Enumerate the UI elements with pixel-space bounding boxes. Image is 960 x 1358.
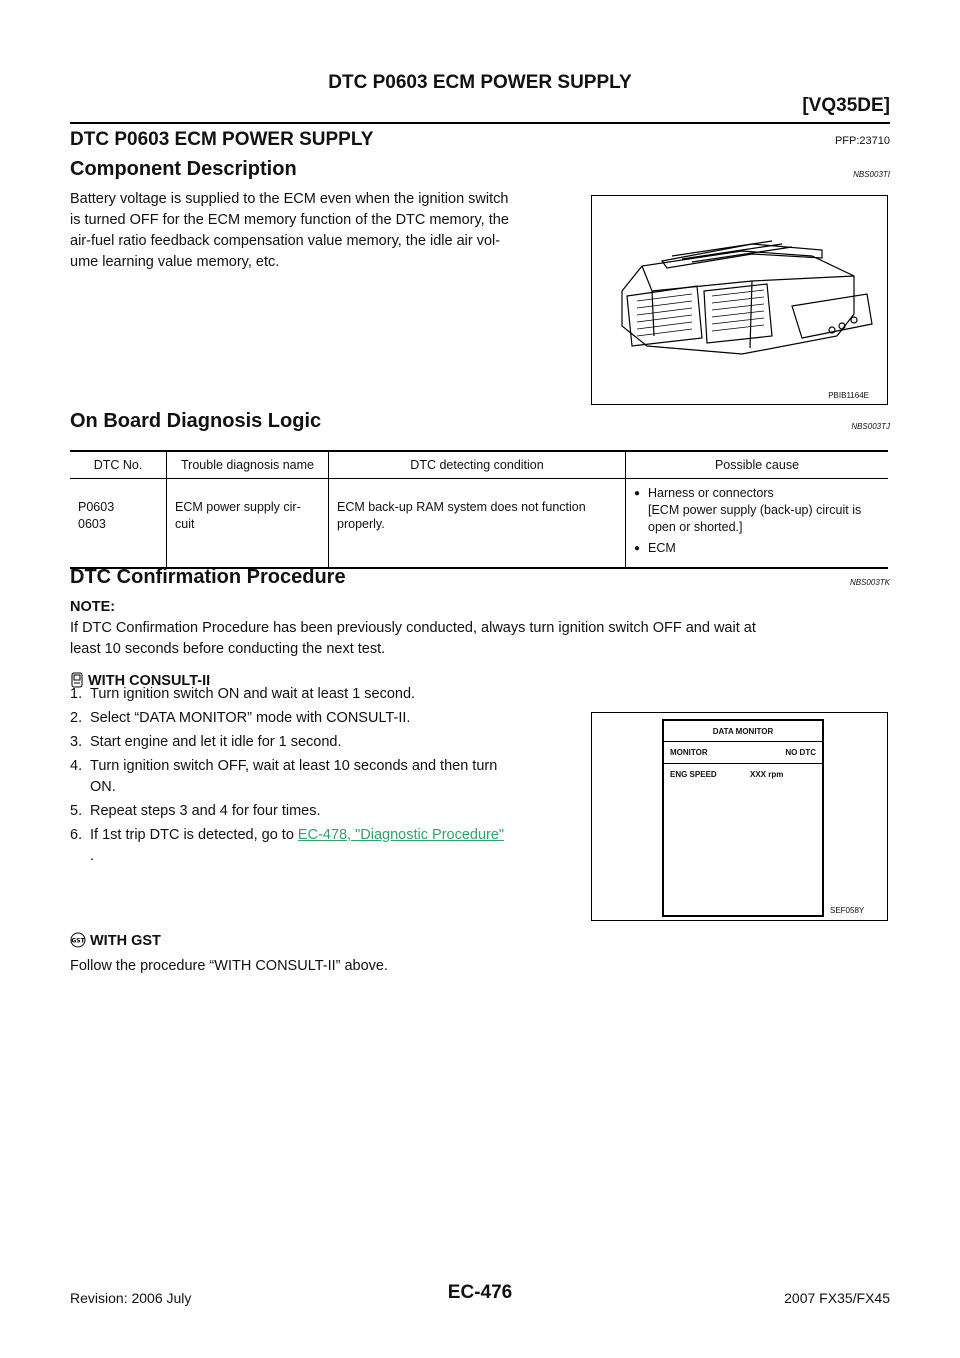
component-description-text: Battery voltage is supplied to the ECM even when the ignition switch is turned OFF for the ECM memory function of the DTC memory, the air-fuel ratio feedback compensation value memory, the idle air vol- ume learning value memory, etc. bbox=[70, 191, 509, 270]
step-6: 6. If 1st trip DTC is detected, go to EC-478, "Diagnostic Procedure" . bbox=[70, 827, 505, 864]
gst-text: Follow the procedure “WITH CONSULT-II” above. bbox=[70, 958, 389, 974]
consult-heading-row: WITH CONSULT-II bbox=[70, 672, 210, 692]
diagnostic-procedure-link[interactable]: EC-478, "Diagnostic Procedure" bbox=[297, 827, 505, 843]
component-description-ref: NBS003TI bbox=[853, 170, 890, 179]
component-description-heading: Component Description bbox=[70, 158, 297, 180]
cause-item: ● Harness or connectors [ECM power supply (back-up) circuit is open or shorted.] bbox=[634, 485, 880, 536]
col-detecting-condition: DTC detecting condition bbox=[329, 451, 626, 479]
monitor-header-row: MONITOR NO DTC bbox=[664, 742, 822, 764]
confirmation-ref: NBS003TK bbox=[849, 578, 890, 587]
svg-text:GST: GST bbox=[71, 937, 85, 945]
dtc-no-cell: P0603 0603 bbox=[70, 479, 167, 569]
model-text: 2007 FX35/FX45 bbox=[784, 1290, 890, 1306]
header-rule bbox=[70, 122, 890, 124]
monitor-item-row: ENG SPEED XXX rpm bbox=[670, 770, 784, 779]
note-label: NOTE: bbox=[70, 599, 116, 615]
revision-text: Revision: 2006 July bbox=[70, 1290, 192, 1306]
note-text: If DTC Confirmation Procedure has been previously conducted, always turn ignition switch OFF and wait at least 10 seconds before conducting the next test. bbox=[70, 620, 756, 657]
step-2: 2. Select “DATA MONITOR” mode with CONSULT-II. bbox=[70, 710, 411, 726]
obd-logic-heading: On Board Diagnosis Logic bbox=[70, 410, 322, 432]
ecm-illustration bbox=[592, 196, 887, 404]
step-4: 4. Turn ignition switch OFF, wait at least 10 seconds and then turn ON. bbox=[70, 758, 498, 795]
pfp-code: PFP:23710 bbox=[834, 135, 890, 147]
confirmation-heading: DTC Confirmation Procedure bbox=[70, 566, 346, 588]
col-trouble-diagnosis-name: Trouble diagnosis name bbox=[167, 451, 329, 479]
section-title: DTC P0603 ECM POWER SUPPLY bbox=[70, 129, 374, 150]
step-1: 1. Turn ignition switch ON and wait at least 1 second. bbox=[70, 686, 416, 702]
col-dtc-no: DTC No. bbox=[70, 451, 167, 479]
detecting-condition-cell: ECM back-up RAM system does not function properly. bbox=[329, 479, 626, 569]
step-3: 3. Start engine and let it idle for 1 second. bbox=[70, 734, 342, 750]
gst-icon bbox=[70, 932, 86, 952]
monitor-figure-code: SEF058Y bbox=[830, 906, 865, 915]
monitor-title: DATA MONITOR bbox=[664, 721, 822, 742]
data-monitor-screen bbox=[662, 719, 824, 917]
trouble-diagnosis-name-cell: ECM power supply cir- cuit bbox=[167, 479, 329, 569]
page-number: EC-476 bbox=[447, 1282, 513, 1303]
ecm-figure bbox=[591, 195, 888, 405]
engine-code: [VQ35DE] bbox=[802, 95, 890, 116]
possible-cause-cell bbox=[626, 479, 889, 569]
gst-heading-row: GST WITH GST bbox=[70, 932, 161, 952]
page-header-title: DTC P0603 ECM POWER SUPPLY bbox=[328, 72, 632, 93]
obd-logic-ref: NBS003TJ bbox=[851, 422, 890, 431]
table-row bbox=[70, 479, 888, 569]
col-possible-cause: Possible cause bbox=[626, 451, 889, 479]
obd-logic-table bbox=[70, 450, 888, 569]
ecm-figure-code: PBIB1164E bbox=[828, 391, 869, 400]
table-header-row bbox=[70, 451, 888, 479]
step-5: 5. Repeat steps 3 and 4 for four times. bbox=[70, 803, 321, 819]
cause-item: ● ECM bbox=[634, 540, 880, 557]
